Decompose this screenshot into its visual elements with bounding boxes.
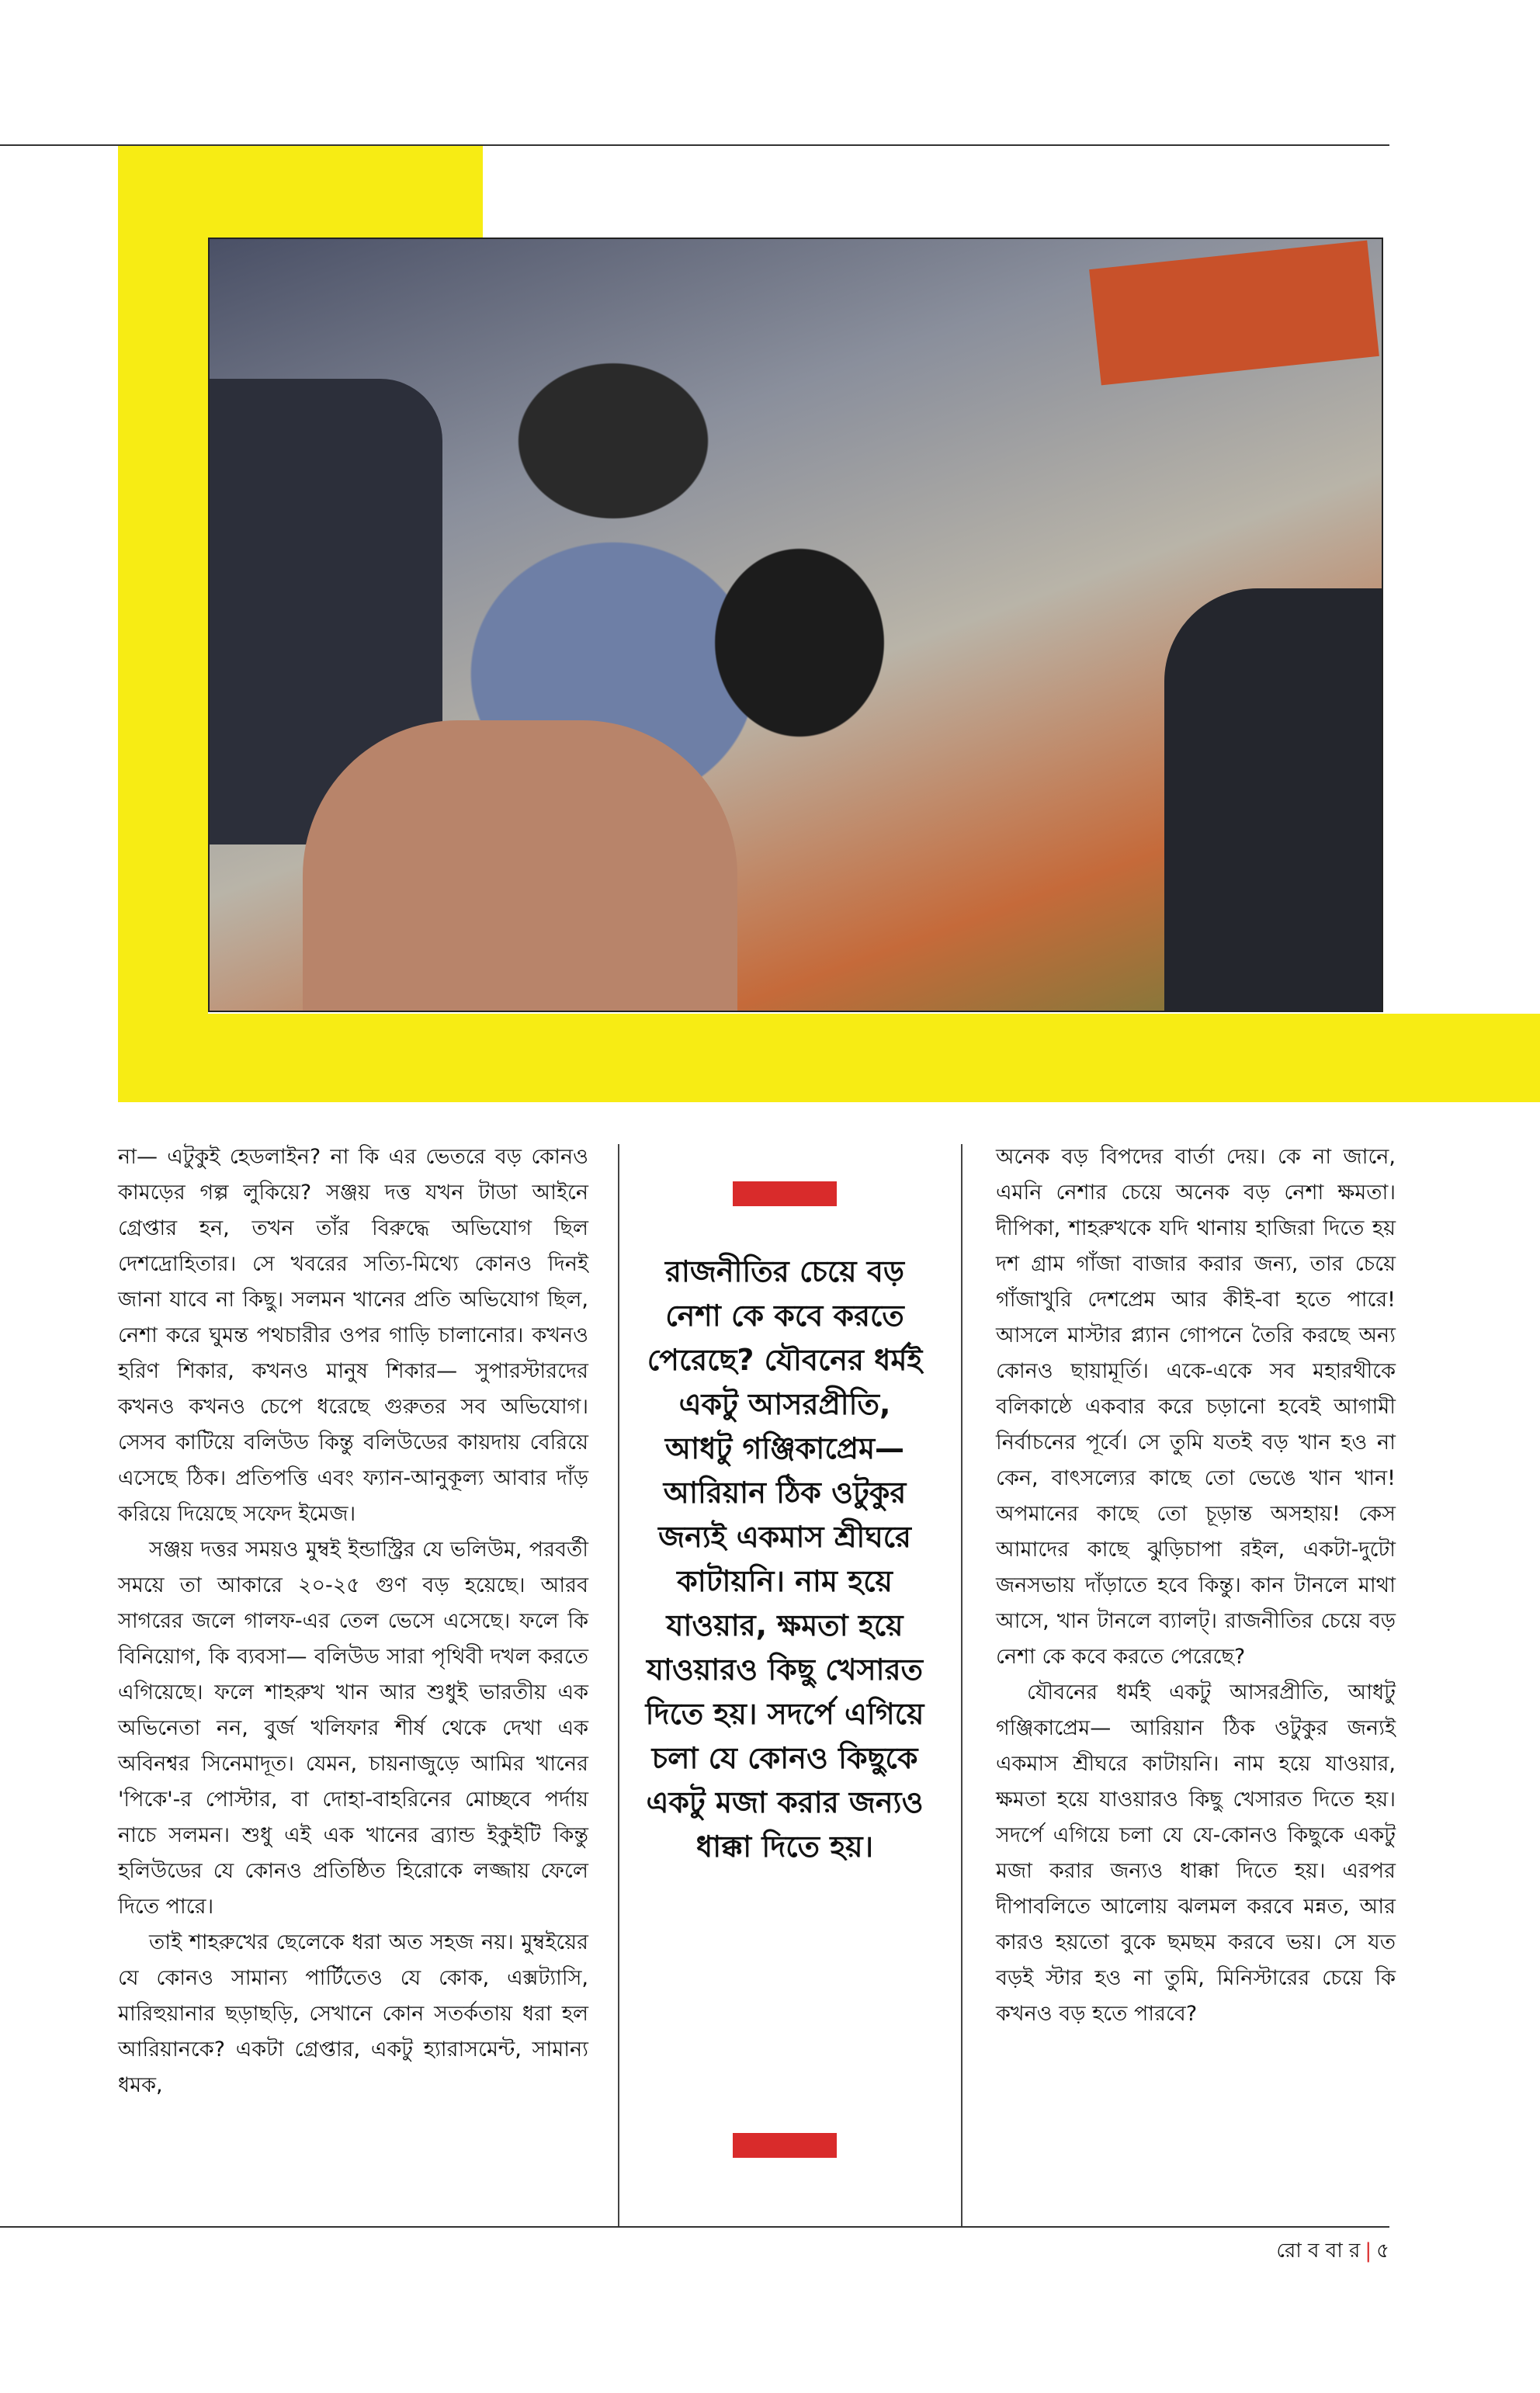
column1-paragraph-1: না— এটুকুই হেডলাইন? না কি এর ভেতরে বড় কোনও কামড়ের গল্প লুকিয়ে? সঞ্জয় দত্ত যখন টাডা আইনে গ্রেপ্তার হন, তখন তাঁর বিরুদ্ধে অভিযোগ ছিল দেশদ্রোহিতার। সে খবরের সত্যি-মিথ্যে কোনও দিনই জানা যাবে না কিছু। সলমন খানের প্রতি অভিযোগ ছিল, নেশা করে ঘুমন্ত পথচারীর ওপর গাড়ি চালানোর। কখনও হরিণ শিকার, কখনও মানুষ শিকার— সুপারস্টারদের কখনও কখনও চেপে ধরেছে গুরুতর সব অভিযোগ। সেসব কাটিয়ে বলিউড কিন্তু বলিউডের কায়দায় বেরিয়ে এসেছে ঠিক। প্রতিপত্তি এবং ফ্যান-আনুকূল্য আবার দাঁড় করিয়ে দিয়েছে সফেদ ইমেজ। <box>118 1145 588 1526</box>
photo-shoulder <box>1164 588 1382 1012</box>
folio-page-number: ৫ <box>1376 2239 1389 2263</box>
column3-paragraph-1: অনেক বড় বিপদের বার্তা দেয়। কে না জানে, এমনি নেশার চেয়ে অনেক বড় নেশা ক্ষমতা। দীপিকা, শাহরুখকে যদি থানায় হাজিরা দিতে হয় দশ গ্রাম গাঁজা বাজার করার জন্য, তার চেয়ে গাঁজাখুরি দেশপ্রেম আর কীই-বা হতে পারে! আসলে মাস্টার প্ল্যান গোপনে তৈরি করছে অন্য কোনও ছায়ামূর্তি। একে-একে সব মহারথীকে বলিকাষ্ঠে একবার করে চড়ানো হবেই আগামী নির্বাচনের পূর্বে। সে তুমি যতই বড় খান হও না কেন, বাৎসল্যের কাছে তো ভেঙে খান খান! অপমানের কাছে তো চূড়ান্ত অসহায়! কেস আমাদের কাছে ঝুড়িচাপা রইল, একটা-দুটো জনসভায় দাঁড়াতে হবে কিন্তু। কান টানলে মাথা আসে, খান টানলে ব্যালট্। রাজনীতির চেয়ে বড় নেশা কে কবে করতে পেরেছে? <box>996 1145 1396 1669</box>
article-column-3 <box>996 1139 1396 2032</box>
folio <box>1226 2235 1389 2266</box>
pull-quote: রাজনীতির চেয়ে বড় নেশা কে কবে করতে পেরেছে? যৌবনের ধর্মই একটু আসরপ্রীতি, আধটু গঞ্জিকাপ্রেম— আরিয়ান ঠিক ওটুকুর জন্যই একমাস শ্রীঘরে কাটায়নি। নাম হয়ে যাওয়ার, ক্ষমতা হয়ে যাওয়ারও কিছু খেসারত দিতে হয়। সদর্পে এগিয়ে চলা যে কোনও কিছুকে একটু মজা করার জন্যও ধাক্কা দিতে হয়। <box>645 1254 924 1864</box>
feature-photo <box>208 238 1383 1012</box>
pull-quote-bar-top <box>733 1181 837 1206</box>
yellow-frame-bottom <box>118 1014 1540 1102</box>
column3-paragraph-2: যৌবনের ধর্মই একটু আসরপ্রীতি, আধটু গঞ্জিকাপ্রেম— আরিয়ান ঠিক ওটুকুর জন্যই একমাস শ্রীঘরে কাটায়নি। নাম হয়ে যাওয়ার, ক্ষমতা হয়ে যাওয়ারও কিছু খেসারত দিতে হয়। সদর্পে এগিয়ে চলা যে যে-কোনও কিছুকে একটু মজা করার জন্যও ধাক্কা দিতে হয়। এরপর দীপাবলিতে আলোয় ঝলমল করবে মন্নত, আর কারও হয়তো বুকে ছমছম করবে ভয়। সে যত বড়ই স্টার হও না তুমি, মিনিস্টারের চেয়ে কি কখনও বড় হতে পারবে? <box>996 1680 1396 2026</box>
column1-paragraph-3: তাই শাহরুখের ছেলেকে ধরা অত সহজ নয়। মুম্বইয়ের যে কোনও সামান্য পার্টিতেও যে কোক, এক্সট্যাসি, মারিহুয়ানার ছড়াছড়ি, সেখানে কোন সতর্কতায় ধরা হল আরিয়ানকে? একটা গ্রেপ্তার, একটু হ্যারাসমেন্ট, সামান্য ধমক, <box>118 1930 588 2097</box>
yellow-frame-left <box>118 146 208 1102</box>
folio-separator: | <box>1365 2239 1372 2263</box>
folio-magazine-name: রো ব বা র <box>1276 2239 1361 2263</box>
pull-quote-bar-bottom <box>733 2133 837 2158</box>
column-rule-right <box>961 1144 962 2226</box>
column1-paragraph-2: সঞ্জয় দত্তর সময়ও মুম্বই ইন্ডাস্ট্রির যে ভলিউম, পরবর্তী সময়ে তা আকারে ২০-২৫ গুণ বড় হয়েছে। আরব সাগরের জলে গালফ-এর তেল ভেসে এসেছে। ফলে কি বিনিয়োগ, কি ব্যবসা— বলিউড সারা পৃথিবী দখল করতে এগিয়েছে। ফলে শাহরুখ খান আর শুধুই ভারতীয় এক অভিনেতা নন, বুর্জ খলিফার শীর্ষ থেকে দেখা এক অবিনশ্বর সিনেমাদূত। যেমন, চায়নাজুড়ে আমির খানের 'পিকে'-র পোস্টার, বা দোহা-বাহরিনের মোচ্ছবে পর্দায় নাচে সলমন। শুধু এই এক খানের ব্র্যান্ড ইকুইটি কিন্তু হলিউডের যে কোনও প্রতিষ্ঠিত হিরোকে লজ্জায় ফেলে দিতে পারে। <box>118 1538 588 1919</box>
photo-shop-sign <box>1089 241 1379 386</box>
column-rule-left <box>618 1144 619 2226</box>
photo-hands <box>303 720 737 1012</box>
article-column-1 <box>118 1139 588 2103</box>
bottom-rule <box>0 2226 1389 2228</box>
